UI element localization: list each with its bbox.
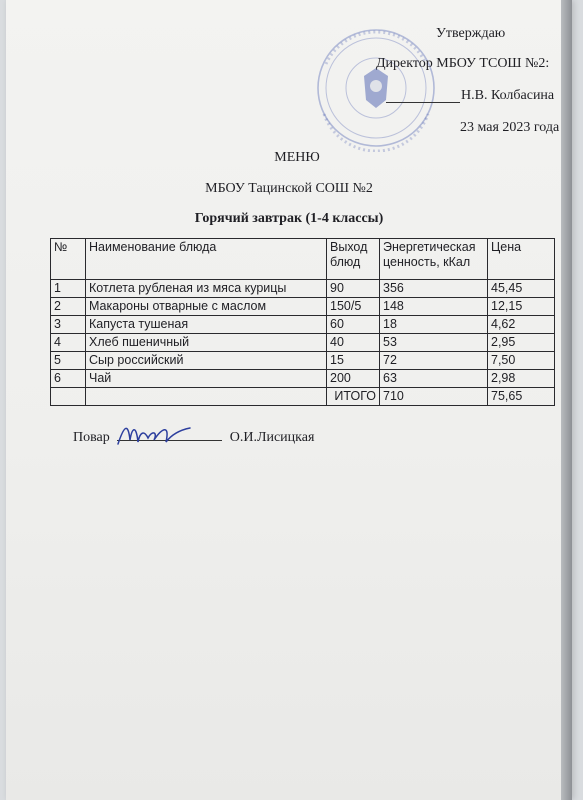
cell-yield: 90 [327, 280, 380, 298]
cell-price: 12,15 [488, 298, 555, 316]
cell-num: 5 [51, 352, 86, 370]
table-row [51, 316, 555, 334]
cell-num: 4 [51, 334, 86, 352]
paper-edge-shadow [561, 0, 572, 800]
menu-table [50, 238, 555, 406]
table-row [51, 298, 555, 316]
header-kcal: Энергетическая ценность, кКал [380, 239, 488, 280]
handwritten-signature [114, 416, 194, 452]
header-dish: Наименование блюда [86, 239, 327, 280]
table-row [51, 334, 555, 352]
approval-name: Н.В. Колбасина [461, 88, 555, 103]
cell-price: 7,50 [488, 352, 555, 370]
cell-kcal: 72 [380, 352, 488, 370]
table-header-row [51, 239, 555, 280]
cell-dish: Капуста тушеная [86, 316, 327, 334]
total-kcal: 710 [380, 388, 488, 406]
cell-kcal: 63 [380, 370, 488, 388]
approval-signature-line [386, 102, 460, 103]
cell-dish: Хлеб пшеничный [86, 334, 327, 352]
table-row [51, 280, 555, 298]
table-total-row [51, 388, 555, 406]
total-label: ИТОГО [327, 388, 380, 406]
cell-price: 2,95 [488, 334, 555, 352]
cell-dish: Сыр российский [86, 352, 327, 370]
meal-title: Горячий завтрак (1-4 классы) [194, 211, 384, 226]
total-price: 75,65 [488, 388, 555, 406]
school-name: МБОУ Тацинской СОШ №2 [205, 181, 373, 196]
cell-yield: 200 [327, 370, 380, 388]
table-row [51, 370, 555, 388]
approval-position: Директор МБОУ ТСОШ №2: [376, 56, 550, 71]
cell-num: 2 [51, 298, 86, 316]
table-row [51, 352, 555, 370]
cook-name: О.И.Лисицкая [229, 430, 315, 445]
cell-kcal: 18 [380, 316, 488, 334]
cell-yield: 15 [327, 352, 380, 370]
approval-title: Утверждаю [436, 26, 506, 41]
cell-dish: Макароны отварные с маслом [86, 298, 327, 316]
cell-price: 4,62 [488, 316, 555, 334]
cell-empty [86, 388, 327, 406]
cell-dish: Чай [86, 370, 327, 388]
cook-label: Повар [73, 430, 110, 445]
cell-num: 3 [51, 316, 86, 334]
header-num: № [51, 239, 86, 280]
header-price: Цена [488, 239, 555, 280]
cell-kcal: 148 [380, 298, 488, 316]
header-yield: Выход блюд [327, 239, 380, 280]
cell-yield: 150/5 [327, 298, 380, 316]
cell-kcal: 356 [380, 280, 488, 298]
cell-dish: Котлета рубленая из мяса курицы [86, 280, 327, 298]
document-page [6, 0, 572, 800]
approval-date: 23 мая 2023 года [460, 120, 560, 135]
cell-yield: 40 [327, 334, 380, 352]
cell-yield: 60 [327, 316, 380, 334]
cell-empty [51, 388, 86, 406]
cell-num: 6 [51, 370, 86, 388]
approval-block [6, 0, 572, 150]
cell-price: 45,45 [488, 280, 555, 298]
menu-title: МЕНЮ [274, 150, 320, 165]
cell-num: 1 [51, 280, 86, 298]
cell-kcal: 53 [380, 334, 488, 352]
cell-price: 2,98 [488, 370, 555, 388]
